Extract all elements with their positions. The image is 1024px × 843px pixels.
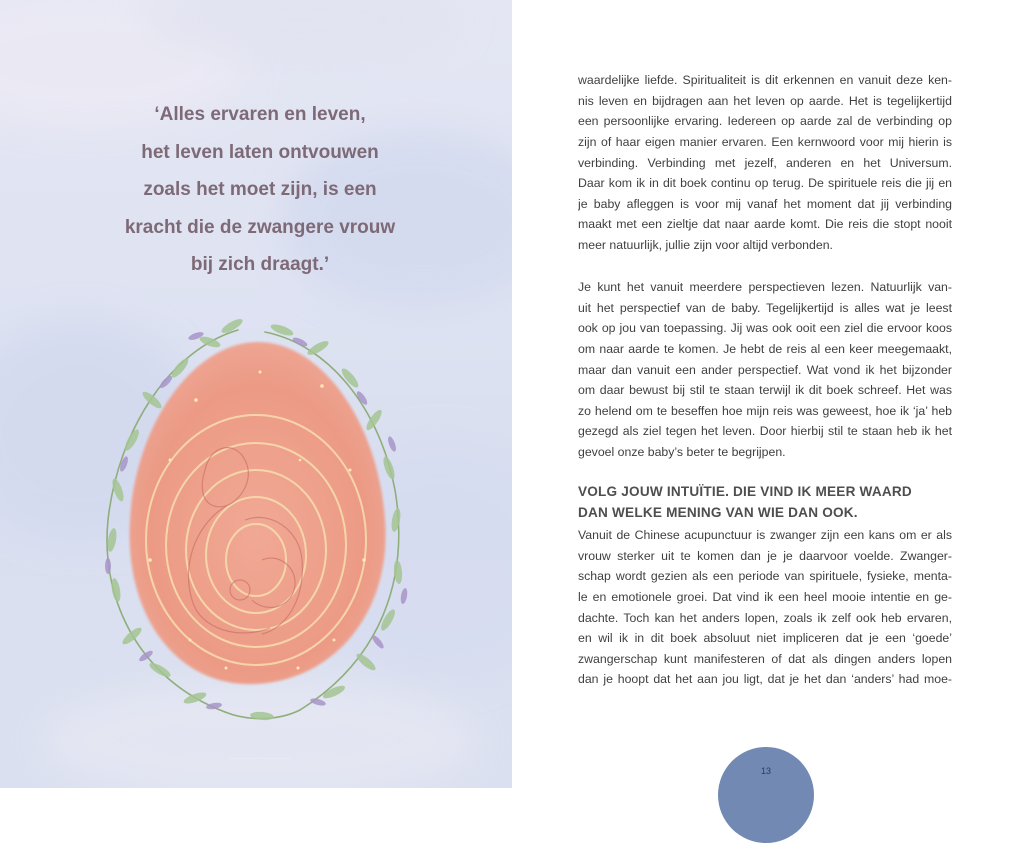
quote-line: het leven laten ontvouwen bbox=[141, 141, 379, 163]
text-line: maar dan vanuit een ander perspectief. Wat vond ik het bijzonder bbox=[578, 362, 952, 377]
footer-rule bbox=[228, 758, 292, 759]
paragraph-1 bbox=[578, 70, 952, 256]
section-heading bbox=[578, 482, 958, 523]
quote-line: zoals het moet zijn, is een bbox=[143, 179, 377, 200]
text-line: vrouw sterker uit te komen dan je je daarvoor voelde. Zwanger- bbox=[578, 548, 952, 563]
text-line: maakt met een zieltje dat naar aarde komt. Die reis die stopt nooit bbox=[578, 217, 952, 232]
heading-line: DAN WELKE MENING VAN WIE DAN OOK. bbox=[578, 504, 858, 520]
text-line: je baby afleggen is voor mij vanaf het moment dat jij verbinding bbox=[578, 196, 952, 211]
text-line: uit het perspectief van de baby. Tegelijkertijd is alles wat je leest bbox=[578, 300, 952, 315]
text-line: waardelijke liefde. Spiritualiteit is dit erkennen en vanuit deze ken- bbox=[578, 73, 952, 87]
left-page bbox=[0, 0, 512, 788]
quote-line: kracht die de zwangere vrouw bbox=[124, 216, 396, 238]
quote-line: ‘Alles ervaren en leven, bbox=[154, 104, 366, 125]
quote-line: bij zich draagt.’ bbox=[190, 254, 330, 275]
text-line: Vanuit de Chinese acupunctuur is zwanger zijn een kans om er als bbox=[578, 528, 952, 542]
paragraph-3 bbox=[578, 525, 952, 690]
paragraph-2 bbox=[578, 277, 952, 463]
right-page bbox=[512, 0, 1024, 788]
pregnancy-egg-illustration bbox=[0, 0, 512, 788]
text-line: verbinding. Verbinding met jezelf, anderen en het Universum. bbox=[578, 155, 952, 170]
text-line: dan je hoopt dat het aan jou ligt, dat je het dan ‘anders’ had moe- bbox=[578, 672, 952, 687]
text-line: gezegd als ziel tegen het leven. Door hierbij stil te staan heb ik het bbox=[578, 424, 952, 439]
text-line: ook op jou van toepassing. Jij was ook ooit een ziel die ervoor koos bbox=[578, 321, 952, 336]
text-line: schap wordt gezien als een periode van spirituele, fysieke, menta- bbox=[578, 569, 952, 584]
page-number-tab bbox=[718, 747, 814, 843]
text-line: zo helend om te beseffen hoe mijn reis was geweest, hoe ik ‘ja’ heb bbox=[578, 403, 952, 418]
text-line: nis leven en bijdragen aan het leven op aarde. Het is tegelijkertijd bbox=[578, 93, 952, 108]
text-line: en wil ik in dit boek absoluut niet impliceren dat je een ‘goede’ bbox=[578, 631, 952, 646]
page-number: 13 bbox=[760, 766, 771, 776]
egg-shape bbox=[130, 342, 386, 684]
text-line: zwangerschap kunt manifesteren of dat als dingen anders lopen bbox=[578, 651, 952, 666]
text-line: le en emotionele groei. Dat vind ik een heel mooie intentie en ge- bbox=[578, 589, 952, 604]
text-line: Je kunt het vanuit meerdere perspectieven lezen. Natuurlijk van- bbox=[578, 280, 952, 294]
text-line: een persoonlijke ervaring. Iedereen op aarde zal de verbinding op bbox=[578, 114, 952, 129]
text-line: gevoel onze baby’s beter te begrijpen. bbox=[578, 445, 786, 460]
text-line: om daar bewust bij stil te staan terwijl ik dit boek schreef. Het was bbox=[578, 383, 952, 398]
text-line: dachte. Toch kan het anders lopen, zoals ik zelf ook heb ervaren, bbox=[578, 610, 952, 625]
heading-line: VOLG JOUW INTUÏTIE. DIE VIND IK MEER WAARD bbox=[578, 484, 912, 499]
text-line: meer natuurlijk, jullie zijn voor altijd verbonden. bbox=[578, 238, 833, 253]
text-line: Daar kom ik in dit boek continu op terug. De spirituele reis die jij en bbox=[578, 176, 952, 191]
text-line: zijn of haar eigen manier ervaren. Een kernwoord voor mij hierin is bbox=[578, 134, 952, 149]
text-line: om naar aarde te komen. Je hebt de reis al een keer meegemaakt, bbox=[578, 341, 952, 356]
